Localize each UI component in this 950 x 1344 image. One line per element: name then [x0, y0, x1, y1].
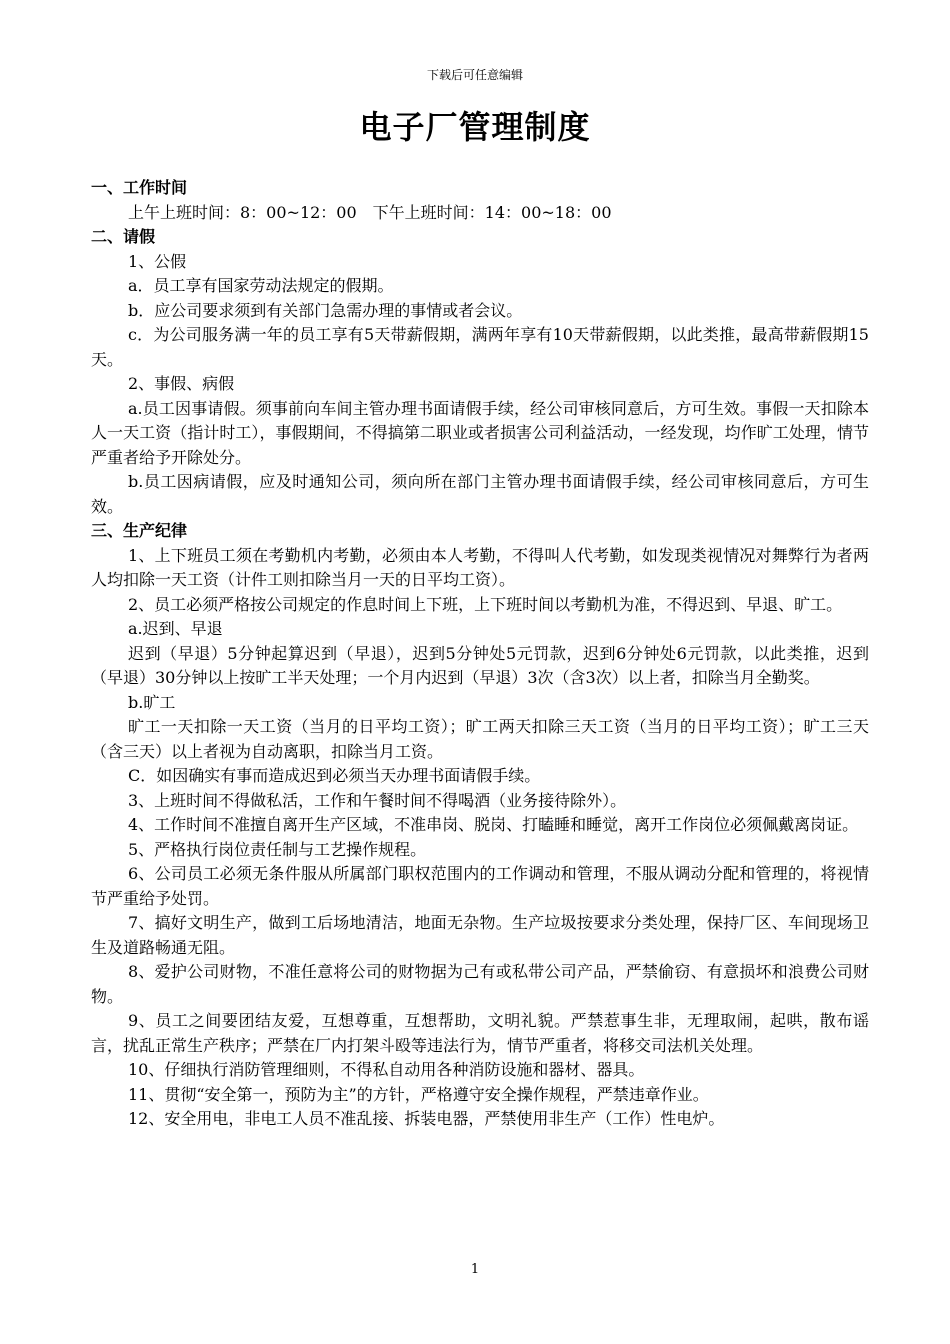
paragraph: a.员工因事请假。须事前向车间主管办理书面请假手续，经公司审核同意后，方可生效。事假一天扣除本人一天工资（指计时工），事假期间，不得搞第二职业或者损害公司利益活动，一经发现，均作旷工处理，情节严重者给予开除处分。: [91, 398, 869, 467]
page-number: 1: [470, 1262, 480, 1277]
section-heading: 二、请假: [91, 227, 156, 246]
paragraph: a.迟到、早退: [128, 619, 223, 638]
paragraph: a．员工享有国家劳动法规定的假期。: [128, 276, 394, 295]
paragraph: b.旷工: [128, 692, 176, 712]
paragraph: 旷工一天扣除一天工资（当月的日平均工资）；旷工两天扣除三天工资（当月的日平均工资）；旷工三天（含三天）以上者视为自动离职，扣除当月工资。: [91, 717, 869, 761]
paragraph: 6、公司员工必须无条件服从所属部门职权范围内的工作调动和管理，不服从调动分配和管理的，将视情节严重给予处罚。: [91, 864, 869, 908]
section-heading: 一、工作时间: [91, 178, 188, 197]
paragraph: 1、公假: [128, 251, 187, 271]
header-note: 下载后可任意编辑: [426, 68, 523, 82]
document-body: [91, 176, 869, 1132]
paragraph: b．应公司要求须到有关部门急需办理的事情或者会议。: [128, 300, 523, 320]
paragraph: C．如因确实有事而造成迟到必须当天办理书面请假手续。: [128, 766, 541, 785]
paragraph: 2、员工必须严格按公司规定的作息时间上下班，上下班时间以考勤机为准，不得迟到、早退、旷工。: [128, 594, 843, 614]
paragraph: 8、爱护公司财物，不准任意将公司的财物据为己有或私带公司产品，严禁偷窃、有意损坏和浪费公司财物。: [91, 962, 869, 1006]
paragraph: 4、工作时间不准擅自离开生产区域，不准串岗、脱岗、打瞌睡和睡觉，离开工作岗位必须佩戴离岗证。: [128, 815, 859, 834]
section-heading: 三、生产纪律: [91, 521, 188, 540]
paragraph: 9、员工之间要团结友爱，互想尊重，互想帮助，文明礼貌。严禁惹事生非，无理取闹，起哄，散布谣言，扰乱正常生产秩序；严禁在厂内打架斗殴等违法行为，情节严重者，将移交司法机关处理。: [91, 1011, 869, 1055]
paragraph: 11、贯彻“安全第一，预防为主”的方针，严格遵守安全操作规程，严禁违章作业。: [128, 1084, 709, 1104]
paragraph: 1、上下班员工须在考勤机内考勤，必须由本人考勤，不得叫人代考勤，如发现类视情况对舞弊行为者两人均扣除一天工资（计件工则扣除当月一天的日平均工资）。: [91, 545, 869, 589]
paragraph: 5、严格执行岗位责任制与工艺操作规程。: [128, 839, 427, 859]
paragraph: 迟到（早退）5分钟起算迟到（早退），迟到5分钟处5元罚款，迟到6分钟处6元罚款，以此类推，迟到（早退）30分钟以上按旷工半天处理；一个月内迟到（早退）3次（含3次）以上者，扣除当月全勤奖。: [91, 643, 869, 687]
paragraph: c．为公司服务满一年的员工享有5天带薪假期，满两年享有10天带薪假期，以此类推，最高带薪假期15天。: [91, 325, 869, 369]
paragraph: 7、搞好文明生产，做到工后场地清洁，地面无杂物。生产垃圾按要求分类处理，保持厂区、车间现场卫生及道路畅通无阻。: [91, 913, 869, 957]
paragraph: 2、事假、病假: [128, 374, 235, 393]
paragraph: b.员工因病请假，应及时通知公司，须向所在部门主管办理书面请假手续，经公司审核同意后，方可生效。: [91, 472, 869, 516]
paragraph: 上午上班时间：8：00~12：00 下午上班时间：14：00~18：00: [128, 202, 612, 222]
paragraph: 10、仔细执行消防管理细则，不得私自动用各种消防设施和器材、器具。: [128, 1060, 645, 1079]
paragraph: 12、安全用电，非电工人员不准乱接、拆装电器，严禁使用非生产（工作）性电炉。: [128, 1109, 725, 1128]
document-title: 电子厂管理制度: [359, 108, 591, 146]
paragraph: 3、上班时间不得做私活，工作和午餐时间不得喝酒（业务接待除外）。: [128, 790, 627, 810]
